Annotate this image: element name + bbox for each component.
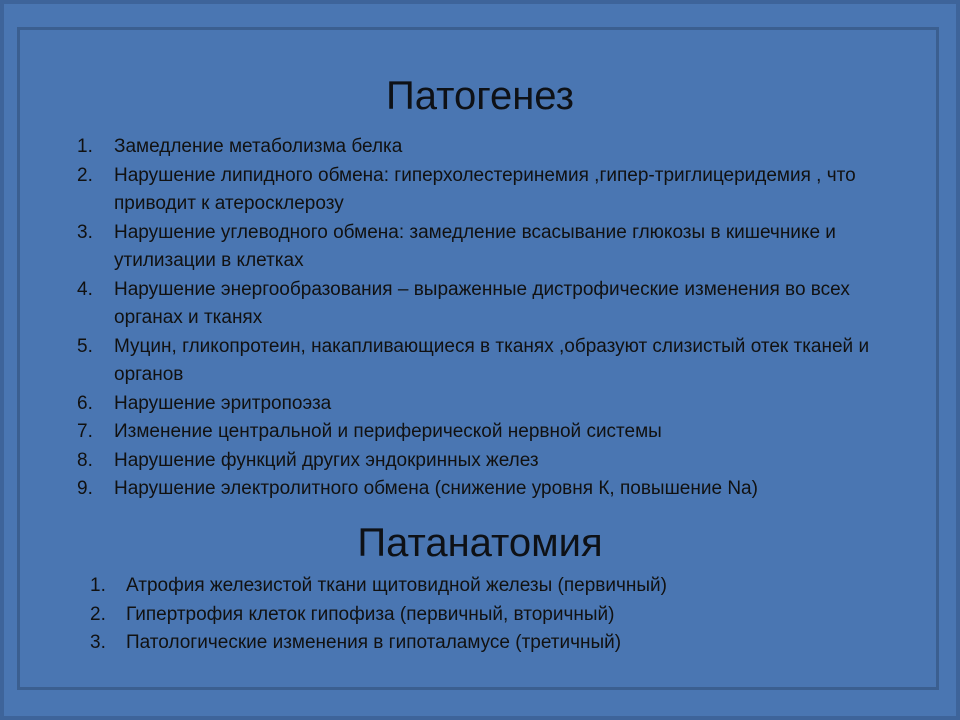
item-number: 5.: [77, 335, 93, 357]
list-item: [77, 162, 877, 219]
item-number: 3.: [90, 632, 106, 653]
item-number: 2.: [90, 603, 106, 625]
list-item: [77, 333, 877, 390]
item-number: 6.: [77, 392, 93, 414]
item-text: Нарушение энергообразования – выраженные дистрофические изменения во всех органах и тканях: [114, 278, 850, 328]
item-number: 4.: [77, 278, 93, 300]
section-heading: Патанатомия: [357, 521, 603, 565]
list-item: [90, 601, 850, 630]
item-number: 2.: [77, 164, 93, 186]
list-item: [90, 629, 850, 658]
item-number: 7.: [77, 421, 93, 442]
item-text: Патологические изменения в гипоталамусе (третичный): [126, 632, 622, 653]
item-number: 1.: [90, 575, 106, 596]
item-text: Муцин, гликопротеин, накапливающиеся в тканях ,образуют слизистый отек тканей и органов: [114, 335, 870, 385]
pathanatomy-list: [90, 572, 850, 658]
item-text: Замедление метаболизма белка: [114, 136, 403, 157]
item-text: Нарушение углеводного обмена: замедление всасывание глюкозы в кишечнике и утилизации в клетках: [114, 221, 836, 271]
list-item: [77, 418, 877, 447]
item-text: Атрофия железистой ткани щитовидной железы (первичный): [126, 575, 667, 596]
list-item: [77, 390, 877, 419]
item-number: 3.: [77, 221, 93, 243]
slide-title: Патогенез: [386, 74, 574, 118]
item-text: Нарушение функций других эндокринных желез: [114, 449, 539, 471]
item-text: Гипертрофия клеток гипофиза (первичный, вторичный): [126, 603, 615, 625]
item-text: Нарушение эритропоэза: [114, 392, 332, 414]
list-item: [77, 276, 877, 333]
item-text: Нарушение электролитного обмена (снижение уровня К, повышение Na): [114, 478, 758, 499]
item-number: 9.: [77, 478, 93, 499]
item-text: Нарушение липидного обмена: гиперхолестеринемия ,гипер-триглицеридемия , что приводит к атеросклерозу: [114, 164, 856, 214]
pathogenesis-list: [77, 133, 877, 504]
list-item: [77, 133, 877, 162]
list-item: [77, 475, 877, 504]
item-number: 1.: [77, 136, 93, 157]
item-text: Изменение центральной и периферической нервной системы: [114, 421, 662, 442]
item-number: 8.: [77, 449, 93, 471]
list-item: [77, 447, 877, 476]
list-item: [77, 219, 877, 276]
list-item: [90, 572, 850, 601]
